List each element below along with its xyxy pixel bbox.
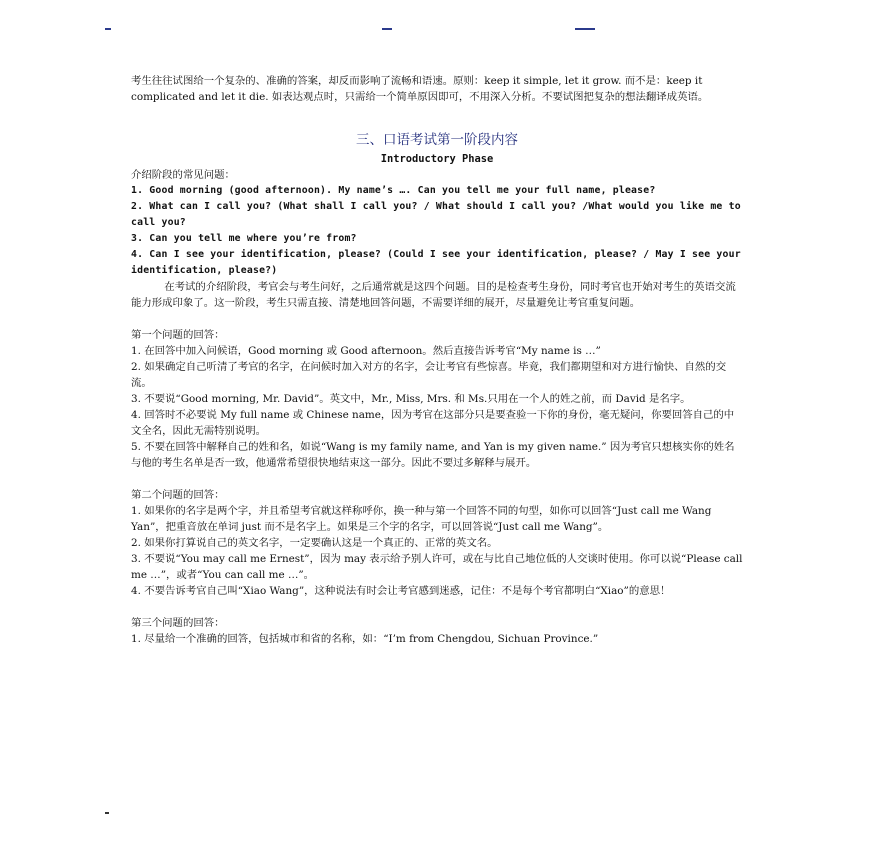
question-item: 4. Can I see your identification, please? (Could I see your identification, please? / May I see your identification, please?) xyxy=(131,249,741,276)
spacer xyxy=(131,105,743,129)
page-content xyxy=(131,73,743,647)
common-questions-label: 介绍阶段的常见问题： xyxy=(131,169,235,181)
answer-item: 4. 回答时不必要说 My full name 或 Chinese name，因为考官在这部分只是要查验一下你的身份，毫无疑问，你要回答自己的中文全名，因此无需特别说明。 xyxy=(131,409,735,437)
question-item: 2. What can I call you? (What shall I call you? / What should I call you? /What would you like me to call you? xyxy=(131,201,741,228)
phase-explanation: 在考试的介绍阶段，考官会与考生问好，之后通常就是这四个问题。目的是检查考生身份，同时考官也开始对考生的英语交流能力形成印象了。这一阶段，考生只需直接、清楚地回答问题，不需要详细的展开，尽量避免让考官重复问题。 xyxy=(131,281,736,309)
answer-item: 1. 在回答中加入问候语，Good morning 或 Good afternoon。然后直接告诉考官“My name is …” xyxy=(131,345,601,357)
answer-item: 1. 尽量给一个准确的回答，包括城市和省的名称，如：“I’m from Chengdou, Sichuan Province.” xyxy=(131,633,599,645)
header-mark-center xyxy=(382,28,392,30)
section-title: 三、口语考试第一阶段内容 xyxy=(356,132,518,148)
answer-item: 4. 不要告诉考官自己叫“Xiao Wang”，这种说法有时会让考官感到迷惑，记住：不是每个考官都明白“Xiao”的意思！ xyxy=(131,585,671,597)
answer-item: 3. 不要说“You may call me Ernest”，因为 may 表示给予别人许可，或在与比自己地位低的人交谈时使用。你可以说“Please call me …”，或者“You can call me …”。 xyxy=(131,553,743,581)
page-header xyxy=(100,28,770,34)
spacer xyxy=(131,311,743,327)
answers3-label: 第三个问题的回答： xyxy=(131,617,225,629)
answer-item: 1. 如果你的名字是两个字，并且希望考官就这样称呼你，换一种与第一个回答不同的句型，如你可以回答“Just call me Wang Yan”，把重音放在单词 just 而不是名字上。如果是三个字的名字，可以回答说“Just call me Wang”。 xyxy=(131,505,712,533)
phase-title: Introductory Phase xyxy=(380,153,494,165)
header-mark-left xyxy=(105,28,111,30)
answers2-label: 第二个问题的回答： xyxy=(131,489,225,501)
header-mark-right xyxy=(575,28,595,30)
answer-item: 2. 如果确定自己听清了考官的名字，在问候时加入对方的名字，会让考官有些惊喜。毕竟，我们都期望和对方进行愉快、自然的交流。 xyxy=(131,361,727,389)
page-footer-mark xyxy=(105,812,109,814)
answer-item: 2. 如果你打算说自己的英文名字，一定要确认这是一个真正的、正常的英文名。 xyxy=(131,537,498,549)
intro-paragraph: 考生往往试图给一个复杂的、准确的答案，却反而影响了流畅和语速。原则：keep it simple, let it grow. 而不是：keep it complicated and let it die. 如表达观点时，只需给一个简单原因即可，不用深入分析。不要试图把复杂的想法翻译成英语。 xyxy=(131,75,709,103)
question-item: 1. Good morning (good afternoon). My name’s …. Can you tell me your full name, please? xyxy=(131,185,656,196)
answers1-label: 第一个问题的回答： xyxy=(131,329,225,341)
spacer xyxy=(131,471,743,487)
answer-item: 5. 不要在回答中解释自己的姓和名，如说“Wang is my family name, and Yan is my given name.” 因为考官只想核实你的姓名与他的考生名单是否一致，他通常希望很快地结束这一部分。因此不要过多解释与展开。 xyxy=(131,441,735,469)
question-item: 3. Can you tell me where you’re from? xyxy=(131,233,357,244)
answer-item: 3. 不要说“Good morning, Mr. David”。英文中，Mr., Miss, Mrs. 和 Ms.只用在一个人的姓之前，而 David 是名字。 xyxy=(131,393,691,405)
spacer xyxy=(131,599,743,615)
